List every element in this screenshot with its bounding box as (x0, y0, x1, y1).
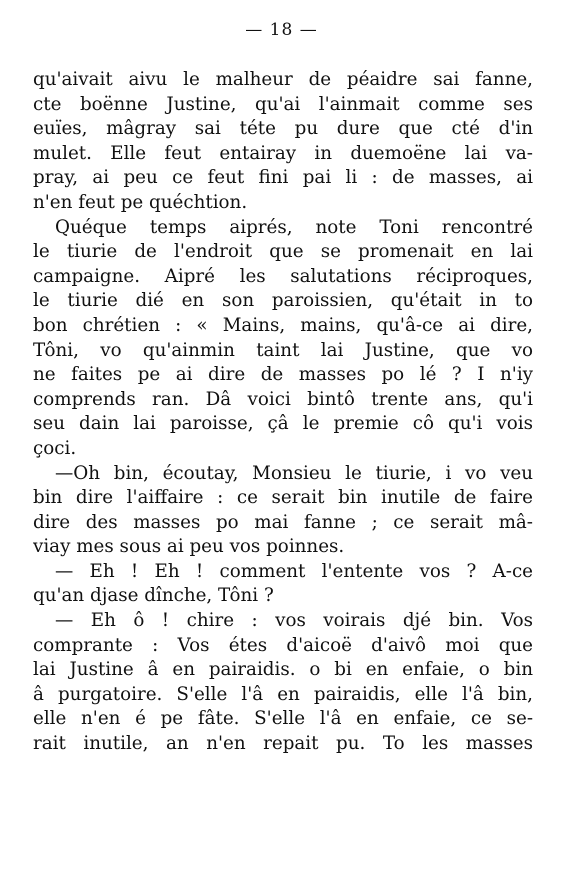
text-line: elle n'en é pe fâte. S'elle l'â en enfaie, ce se- (33, 708, 533, 730)
text-line: le tiurie de l'endroit que se promenait en lai (33, 241, 533, 263)
text-line: qu'aivait aivu le malheur de péaidre sai fanne, (33, 69, 533, 90)
text-line: cte boënne Justine, qu'ai l'ainmait comme ses (33, 93, 533, 115)
text-block (33, 68, 533, 757)
text-line: —Oh bin, écoutay, Monsieu le tiurie, i vo veu (55, 462, 533, 484)
text-line: — Eh ô ! chire : vos voirais djé bin. Vos (55, 610, 533, 632)
text-line: pray, ai peu ce feut fini pai li : de masses, ai (33, 167, 533, 189)
text-line: Quéque temps aiprés, note Toni rencontré (55, 216, 533, 238)
text-line: comprends ran. Dâ voici bintô trente ans, qu'i (33, 388, 533, 410)
text-line: viay mes sous ai peu vos poinnes. (33, 536, 345, 558)
text-line: campaigne. Aipré les salutations réciproques, (33, 265, 533, 287)
page-number: — 18 — (245, 20, 318, 40)
text-line: n'en feut pe quéchtion. (33, 191, 248, 213)
text-line: çoci. (33, 437, 77, 459)
text-line: lai Justine â en pairaidis. o bi en enfaie, o bin (33, 659, 533, 681)
text-line: le tiurie dié en son paroissien, qu'était in to (33, 290, 533, 312)
text-line: — Eh ! Eh ! comment l'entente vos ? A-ce (55, 560, 533, 582)
text-line: euïes, mâgray sai téte pu dure que cté d'in (33, 118, 533, 140)
text-line: bin dire l'aiffaire : ce serait bin inutile de faire (33, 487, 533, 509)
text-line: mulet. Elle feut entairay in duemoëne lai va- (33, 142, 533, 164)
text-line: Tôni, vo qu'ainmin taint lai Justine, que vo (33, 339, 533, 361)
text-line: bon chrétien : « Mains, mains, qu'â-ce ai dire, (33, 314, 533, 336)
text-line: qu'an djase dînche, Tôni ? (33, 585, 274, 607)
text-line: seu dain lai paroisse, çâ le premie cô qu'i vois (33, 413, 533, 435)
text-line: comprante : Vos étes d'aicoë d'aivô moi que (33, 634, 533, 656)
text-line: rait inutile, an n'en repait pu. To les masses (33, 733, 533, 755)
text-line: â purgatoire. S'elle l'â en pairaidis, elle l'â bin, (33, 683, 533, 705)
text-line: ne faites pe ai dire de masses po lé ? I n'iy (33, 364, 533, 386)
text-line: dire des masses po mai fanne ; ce serait mâ- (33, 511, 533, 533)
